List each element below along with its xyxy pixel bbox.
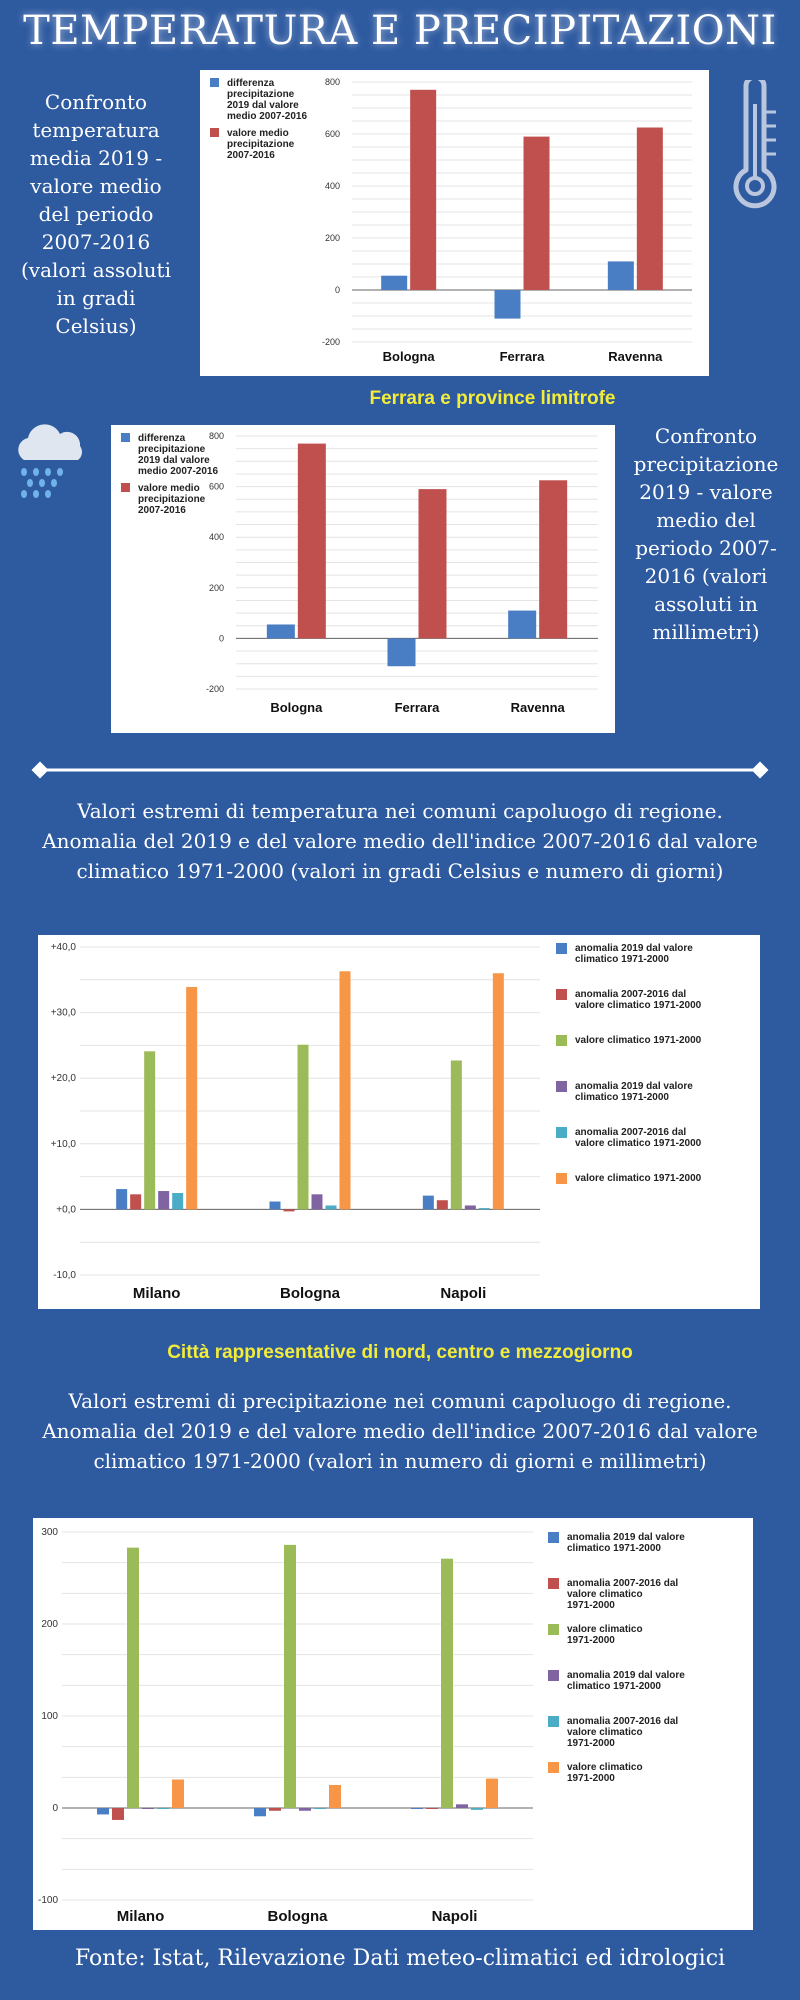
category-label: Ferrara [499,349,545,364]
legend-swatch [210,128,219,137]
bar-ferrara-series-0 [388,638,416,666]
y-tick-label: 0 [218,633,224,644]
bar-bologna-series-1 [410,90,436,290]
chart4-svg [33,1518,753,1930]
y-tick-label: -10,0 [53,1270,76,1281]
legend-entry: differenza precipitazione 2019 dal valore medio 2007-2016 [227,78,308,122]
y-tick-label: 0 [52,1803,58,1814]
bar-milano-series-5 [172,1779,184,1808]
category-label: Bologna [280,1285,340,1302]
legend-entry: valore medio precipitazione 2007-2016 [138,483,206,516]
bar-milano-series-3 [142,1808,154,1809]
y-tick-label: 200 [324,233,340,243]
y-tick-label: 0 [334,285,340,295]
bar-ferrara-series-0 [495,290,521,319]
legend-entry: valore medio precipitazione 2007-2016 [227,128,295,161]
category-label: Napoli [431,1908,478,1925]
bar-napoli-series-1 [426,1808,438,1809]
legend-swatch [548,1624,559,1635]
legend-swatch [556,1127,567,1138]
bar-milano-series-3 [158,1191,169,1209]
thermometer-icon [726,80,782,218]
temperature-side-text: Confronto temperatura media 2019 - valore medio del periodo 2007-2016 (valori assoluti in gradi Celsius) [21,90,171,338]
legend-swatch [210,78,219,87]
bar-bologna-series-1 [269,1808,281,1811]
legend-entry: valore climatico 1971-2000 [575,1173,702,1184]
bar-ravenna-series-1 [637,128,663,291]
bar-ferrara-series-1 [419,489,447,638]
heading-temperature-extremes: Valori estremi di temperatura nei comuni capoluogo di regione. Anomalia del 2019 e del valore medio dell'indice 2007-2016 dal valore climatico 1971-2000 (valori in gradi Celsius e numero di giorni) [42,799,758,883]
bar-napoli-series-4 [479,1208,490,1209]
category-label: Bologna [270,700,323,715]
legend-swatch [556,1081,567,1092]
legend-entry: anomalia 2007-2016 dal valore climatico 1971-2000 [575,1127,702,1149]
y-tick-label: +40,0 [50,942,76,953]
rain-cloud-icon [10,420,88,500]
legend-entry: anomalia 2019 dal valore climatico 1971-2000 [567,1670,685,1692]
bar-bologna-series-3 [299,1808,311,1811]
bar-napoli-series-5 [486,1779,498,1808]
category-label: Ravenna [608,349,663,364]
legend-swatch [121,483,130,492]
legend-swatch [548,1716,559,1727]
y-tick-label: 100 [41,1711,58,1722]
chart3-svg [38,935,760,1309]
legend-entry: anomalia 2007-2016 dal valore climatico 1971-2000 [567,1716,679,1749]
y-tick-label: 200 [208,582,224,593]
bar-bologna-series-3 [312,1194,323,1209]
category-label: Milano [116,1908,165,1925]
bar-milano-series-4 [172,1193,183,1209]
bar-ferrara-series-1 [524,137,550,290]
bar-milano-series-2 [144,1051,155,1209]
bar-bologna-series-5 [340,971,351,1209]
y-tick-label: +10,0 [50,1138,76,1150]
legend-swatch [548,1670,559,1681]
legend-entry: valore climatico 1971-2000 [575,1035,702,1046]
bar-bologna-series-4 [326,1205,337,1209]
legend-entry: anomalia 2007-2016 dal valore climatico 1971-2000 [575,989,702,1011]
bar-bologna-series-0 [267,624,295,638]
bar-milano-series-1 [112,1808,124,1820]
legend-entry: valore climatico 1971-2000 [567,1624,643,1646]
source-note: Fonte: Istat, Rilevazione Dati meteo-climatici ed idrologici [74,1946,726,1971]
bar-milano-series-2 [127,1548,139,1808]
legend-swatch [548,1532,559,1543]
legend-swatch [548,1578,559,1589]
legend-entry: valore climatico 1971-2000 [567,1762,643,1784]
y-tick-label: 600 [324,129,340,139]
bar-milano-series-5 [186,987,197,1209]
chart3-panel [38,935,760,1309]
chart1-svg [200,70,709,376]
y-tick-label: 400 [208,532,224,543]
legend-swatch [556,989,567,1000]
legend-swatch [556,1173,567,1184]
bar-milano-series-1 [130,1194,141,1209]
y-tick-label: +0,0 [56,1204,76,1216]
legend-entry: anomalia 2019 dal valore climatico 1971-2000 [567,1532,685,1554]
y-tick-label: 300 [41,1527,58,1538]
category-label: Ravenna [510,700,565,715]
page-title: TEMPERATURA E PRECIPITAZIONI [23,8,777,54]
bar-milano-series-0 [97,1808,109,1814]
bar-napoli-series-0 [411,1808,423,1809]
bar-napoli-series-3 [456,1804,468,1808]
bar-bologna-series-2 [284,1545,296,1808]
legend-entry: anomalia 2007-2016 dal valore climatico 1971-2000 [567,1578,679,1611]
bar-milano-series-4 [157,1808,169,1809]
category-label: Milano [132,1285,181,1302]
heading-precipitation-extremes: Valori estremi di precipitazione nei comuni capoluogo di regione. Anomalia del 2019 e del valore medio dell'indice 2007-2016 dal valore climatico 1971-2000 (valori in numero di giorni e millimetri) [42,1389,758,1473]
bar-napoli-series-3 [465,1205,476,1209]
y-tick-label: 600 [208,481,224,492]
category-label: Bologna [267,1908,328,1925]
y-tick-label: 800 [324,77,340,87]
chart2-panel [111,425,615,733]
bar-napoli-series-2 [441,1559,453,1808]
y-tick-label: -100 [37,1895,58,1906]
bar-bologna-series-5 [329,1785,341,1808]
legend-swatch [121,433,130,442]
legend-entry: anomalia 2019 dal valore climatico 1971-2000 [575,1081,693,1103]
legend-swatch [548,1762,559,1773]
bar-milano-series-0 [116,1189,127,1209]
chart4-panel [33,1518,753,1930]
chart1-panel [200,70,709,376]
bar-bologna-series-1 [284,1209,295,1211]
category-label: Bologna [382,349,435,364]
bar-bologna-series-1 [298,444,326,639]
legend-swatch [556,943,567,954]
y-tick-label: 400 [324,181,340,191]
bar-napoli-series-5 [493,973,504,1209]
bar-ravenna-series-0 [608,261,634,290]
legend-swatch [556,1035,567,1046]
bar-napoli-series-1 [437,1200,448,1209]
bar-ravenna-series-1 [539,480,567,638]
bar-bologna-series-2 [298,1045,309,1210]
bar-bologna-series-4 [314,1808,326,1809]
section-divider [30,760,770,780]
legend-entry: differenza precipitazione 2019 dal valore medio 2007-2016 [138,433,219,477]
bar-napoli-series-0 [423,1196,434,1210]
y-tick-label: +30,0 [50,1007,76,1019]
bar-bologna-series-0 [381,276,407,290]
subtitle-cities: Città rappresentative di nord, centro e mezzogiorno [167,1342,633,1363]
bar-ravenna-series-0 [508,611,536,639]
bar-napoli-series-4 [471,1808,483,1810]
category-label: Ferrara [394,700,440,715]
category-label: Napoli [440,1285,487,1302]
subtitle-ferrara: Ferrara e province limitrofe [369,388,616,409]
chart2-svg [111,425,615,733]
y-tick-label: -200 [205,684,224,694]
bar-bologna-series-0 [254,1808,266,1816]
y-tick-label: +20,0 [50,1073,76,1085]
y-tick-label: 200 [41,1619,58,1630]
y-tick-label: 800 [208,431,224,441]
legend-entry: anomalia 2019 dal valore climatico 1971-2000 [575,943,693,965]
y-tick-label: -200 [321,337,340,347]
bar-napoli-series-2 [451,1060,462,1209]
precipitation-side-text: Confronto precipitazione 2019 - valore medio del periodo 2007-2016 (valori assoluti in millimetri) [633,424,779,644]
bar-bologna-series-0 [270,1202,281,1210]
